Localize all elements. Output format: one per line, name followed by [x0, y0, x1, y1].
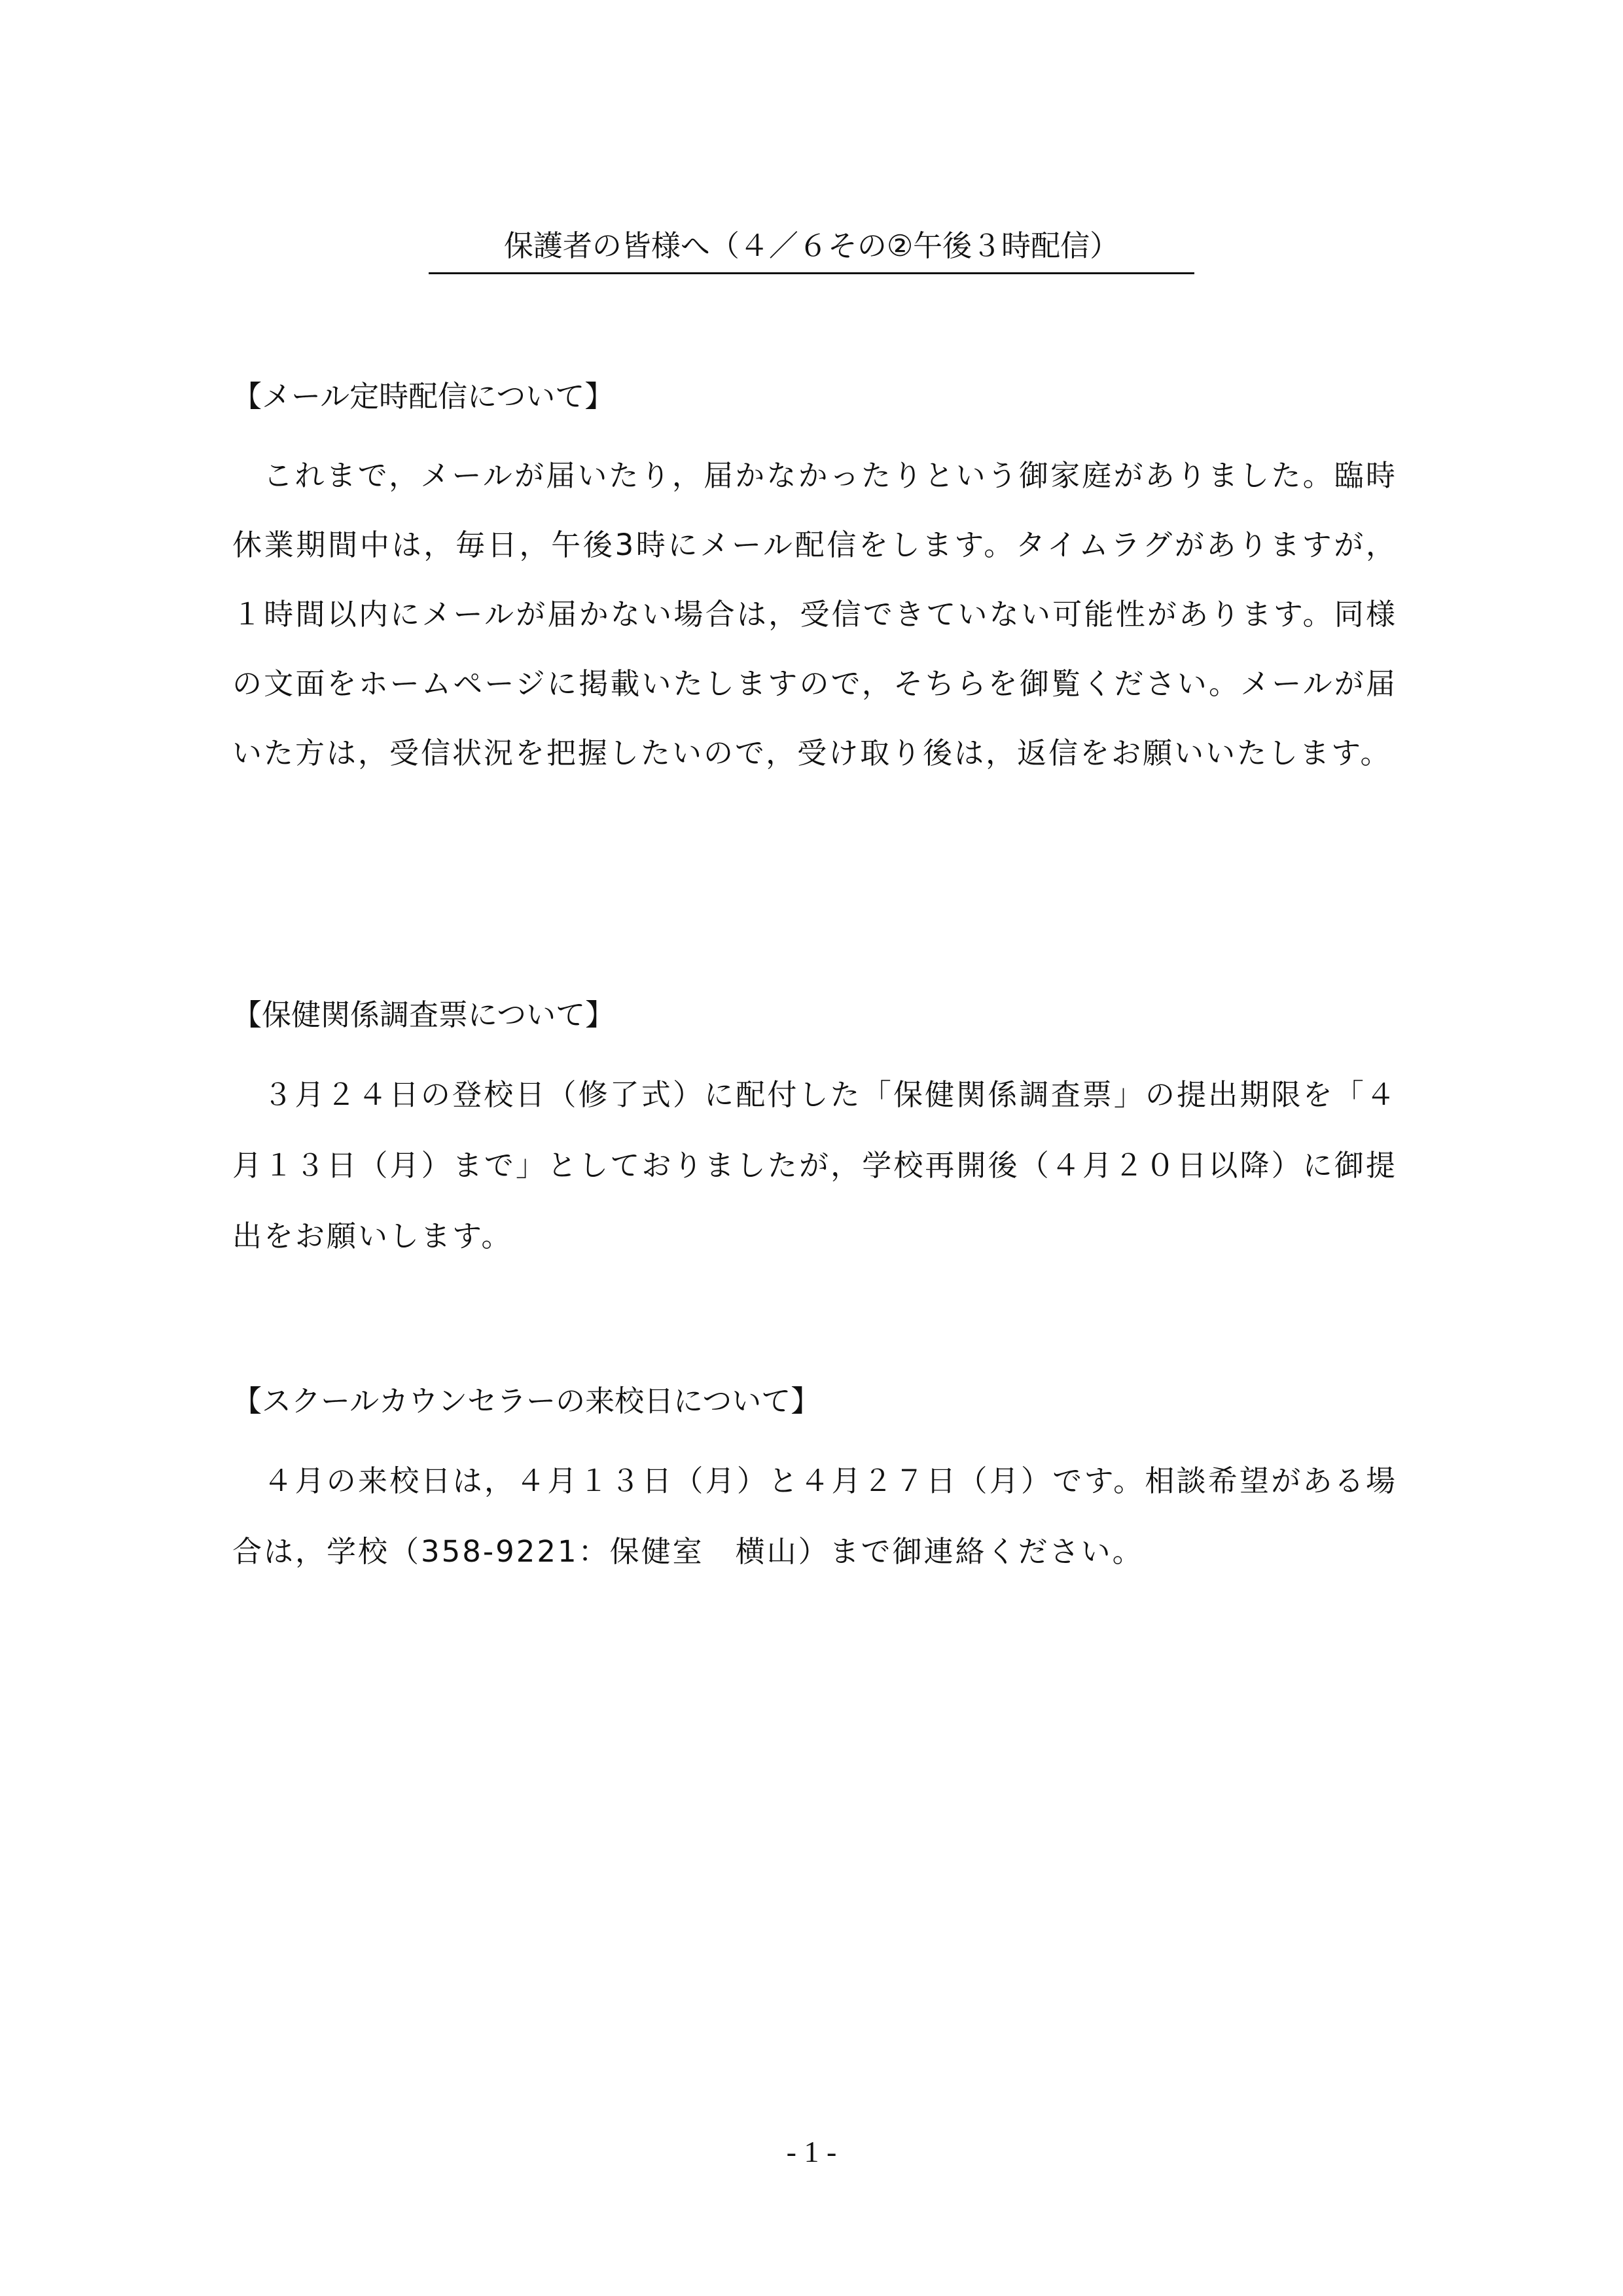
section-mail-delivery [232, 373, 1397, 788]
section-heading: 【メール定時配信について】 [232, 379, 615, 414]
section-body: ４月の来校日は，４月１３日（月）と４月２７日（月）です。相談希望がある場合は，学校（358-9221：保健室 横山）まで御連絡ください。 [232, 1463, 1397, 1569]
section-health-survey [232, 992, 1397, 1272]
section-school-counselor [232, 1378, 1397, 1587]
section-body: ３月２４日の登校日（修了式）に配付した「保健関係調査票」の提出期限を「４月１３日（月）まで」としておりましたが，学校再開後（４月２０日以降）に御提出をお願いします。 [232, 1077, 1397, 1253]
section-body: これまで，メールが届いたり，届かなかったりという御家庭がありました。臨時休業期間中は，毎日，午後3時にメール配信をします。タイムラグがありますが，１時間以内にメールが届かない場合は，受信できていない可能性があります。同様の文面をホームページに掲載いたしますので，そちらを御覧ください。メールが届いた方は，受信状況を把握したいので，受け取り後は，返信をお願いいたします。 [232, 458, 1397, 770]
section-heading: 【スクールカウンセラーの来校日について】 [232, 1384, 821, 1418]
page-number: - 1 - [786, 2135, 837, 2168]
document-title: 保護者の皆様へ（４／６その②午後３時配信） [429, 223, 1194, 274]
section-heading: 【保健関係調査票について】 [232, 997, 615, 1032]
